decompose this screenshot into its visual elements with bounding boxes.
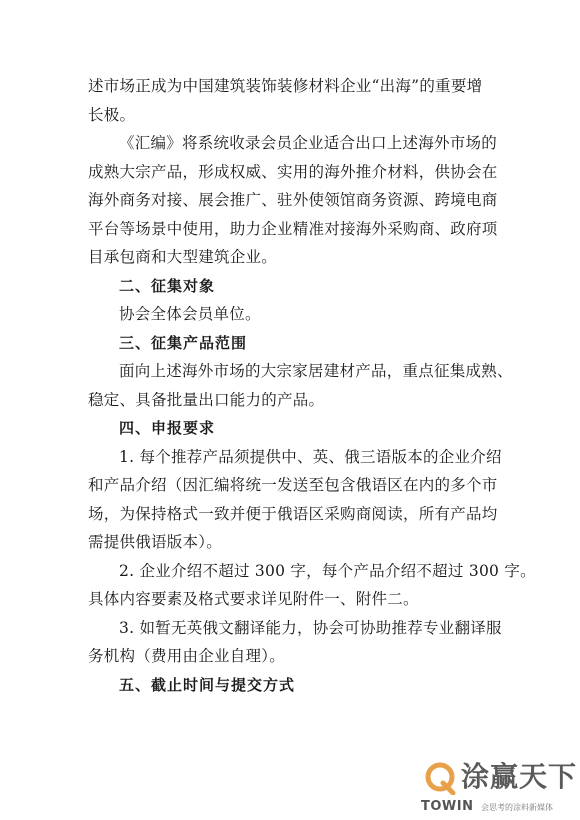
body-line: 《汇编》将系统收录会员企业适合出口上述海外市场的	[119, 134, 498, 152]
body-line: 目承包商和大型建筑企业。	[88, 248, 278, 266]
document-body	[88, 72, 536, 699]
body-line: 平台等场景中使用，助力企业精准对接海外采购商、政府项	[88, 219, 498, 238]
body-line: 3. 如暂无英俄文翻译能力，协会可协助推荐专业翻译服	[119, 618, 502, 637]
body-line: 1. 每个推荐产品须提供中、英、俄三语版本的企业介绍	[119, 447, 502, 466]
body-line: 场，为保持格式一致并便于俄语区采购商阅读，所有产品均	[88, 504, 498, 523]
watermark	[415, 757, 578, 817]
body-line: 成熟大宗产品，形成权威、实用的海外推介材料，供协会在	[88, 162, 498, 181]
section-heading: 五、截止时间与提交方式	[119, 675, 296, 694]
body-line: 面向上述海外市场的大宗家居建材产品，重点征集成熟、	[119, 362, 513, 380]
body-line: 需提供俄语版本）。	[88, 533, 223, 551]
section-heading: 二、征集对象	[119, 276, 216, 295]
watermark-brand: TOWIN	[421, 799, 474, 814]
section-heading: 四、申报要求	[119, 419, 216, 437]
body-line: 和产品介绍（因汇编将统一发送至包含俄语区在内的多个市	[88, 476, 498, 494]
body-line: 协会全体会员单位。	[119, 305, 261, 323]
body-line: 海外商务对接、展会推广、驻外使领馆商务资源、跨境电商	[88, 191, 498, 209]
body-line: 长极。	[88, 105, 136, 124]
body-line: 务机构（费用由企业自理）。	[88, 647, 286, 665]
body-line: 述市场正成为中国建筑装饰装修材料企业“出海”的重要增	[88, 77, 483, 95]
body-line: 2. 企业介绍不超过 300 字，每个产品介绍不超过 300 字。	[119, 561, 536, 580]
watermark-title: 涂赢天下	[461, 760, 578, 793]
body-line: 具体内容要素及格式要求详见附件一、附件二。	[88, 590, 419, 608]
body-line: 稳定、具备批量出口能力的产品。	[88, 390, 325, 409]
watermark-tagline: 会思考的涂料新媒体	[481, 803, 553, 812]
orange-q-logo-icon	[423, 761, 457, 795]
section-heading: 三、征集产品范围	[119, 333, 248, 352]
